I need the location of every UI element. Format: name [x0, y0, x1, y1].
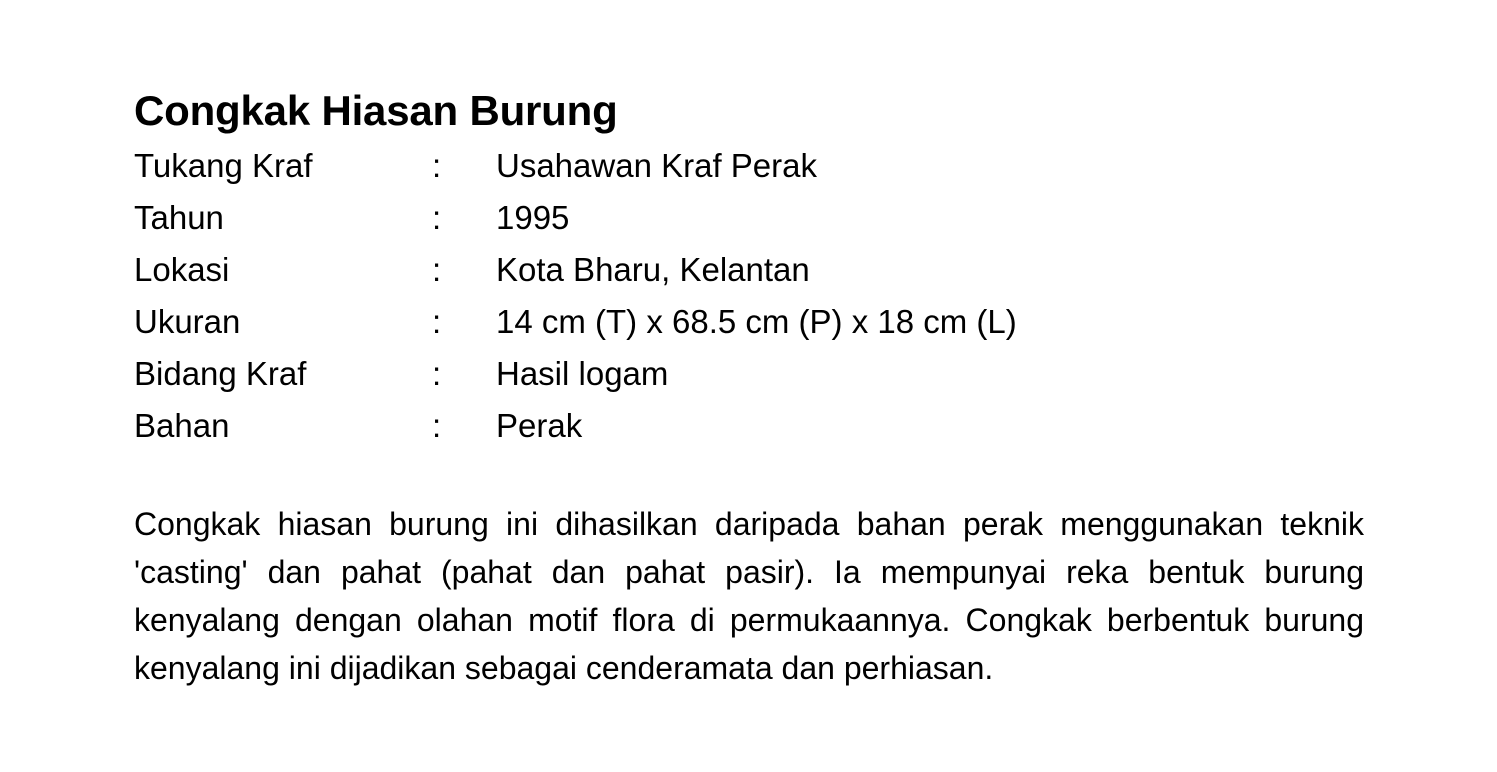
description-paragraph: Congkak hiasan burung ini dihasilkan daripada bahan perak menggunakan teknik 'casting' dan pahat (pahat dan pahat pasir). Ia mempunyai reka bentuk burung kenyalang dengan olahan motif flora di permukaannya. Congkak berbentuk burung kenyalang ini dijadikan sebagai cenderamata dan perhiasan. — [134, 506, 1364, 686]
field-value: 1995 — [496, 199, 570, 236]
field-label: Lokasi — [134, 251, 230, 288]
field-row-tahun — [134, 192, 1364, 244]
field-value: Perak — [496, 407, 583, 444]
field-row-tukang-kraf — [134, 140, 1364, 192]
document-title: Congkak Hiasan Burung — [134, 87, 618, 134]
field-label: Tukang Kraf — [134, 147, 313, 184]
field-label: Bahan — [134, 407, 230, 444]
field-value: Hasil logam — [496, 355, 669, 392]
field-value: Kota Bharu, Kelantan — [496, 251, 810, 288]
field-separator: : — [432, 147, 442, 184]
field-label: Bidang Kraf — [134, 355, 307, 392]
field-separator: : — [432, 303, 442, 340]
field-row-bahan — [134, 400, 1364, 452]
field-value: Usahawan Kraf Perak — [496, 147, 817, 184]
field-row-lokasi — [134, 244, 1364, 296]
field-separator: : — [432, 199, 442, 236]
document-page — [134, 82, 1364, 692]
field-row-bidang-kraf — [134, 348, 1364, 400]
field-label: Tahun — [134, 199, 224, 236]
field-value: 14 cm (T) x 68.5 cm (P) x 18 cm (L) — [496, 303, 1017, 340]
info-fields — [134, 140, 1364, 452]
field-separator: : — [432, 355, 442, 392]
field-label: Ukuran — [134, 303, 241, 340]
field-separator: : — [432, 407, 442, 444]
field-separator: : — [432, 251, 442, 288]
field-row-ukuran — [134, 296, 1364, 348]
